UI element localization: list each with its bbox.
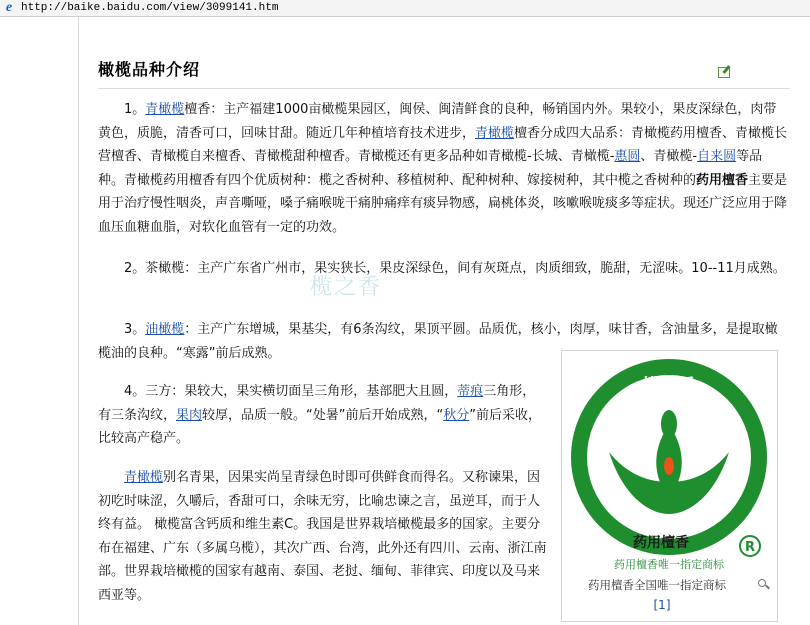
paragraph-2: 2。茶橄榄：主产广东省广州市，果实狭长，果皮深绿色，间有灰斑点，肉质细致，脆甜，无涩味。10--11月成熟。 (124, 261, 786, 276)
p1-bold-term: 药用檀香 (696, 172, 749, 188)
link-ziaiyuan[interactable]: 自来圆 (697, 149, 737, 164)
p3-text-2: ：主产广东增城，果基尖，有6条沟纹，果顶平圆。品质优，核小，肉厚，味甘香，含油量多，是提取橄榄油的良种。“寒露”前后成熟。 (98, 322, 778, 361)
paragraph-1 (98, 98, 788, 239)
p4-text-4: ”前后采收，比较高产稳产。 (98, 407, 542, 446)
link-qinggan-3[interactable]: 青橄榄 (124, 470, 164, 485)
link-qinggan[interactable]: 青橄榄 (145, 102, 185, 117)
registered-mark: R (744, 540, 756, 555)
url-text[interactable]: http://baike.baidu.com/view/3099141.htm (21, 2, 279, 14)
logo-slogan: 药用檀香唯一指定商标 (614, 558, 724, 571)
p3-text-1: 3。 (124, 322, 146, 337)
title-divider (98, 88, 790, 89)
left-divider (78, 17, 79, 625)
link-qinggan-2[interactable]: 青橄榄 (475, 125, 515, 141)
link-dihen[interactable]: 蒂痕 (457, 384, 484, 399)
p1-text-5: 等品种。青橄榄药用檀香有四个优质树种：榄之香树种、移植树种、配种树种、嫁接树种，其中榄之香树种的 (98, 149, 763, 188)
logo-bottom-text: 药用檀香 (633, 535, 689, 551)
p4-text-1: 4。三方：果较大，果实横切面呈三角形，基部肥大且圆， (124, 384, 458, 399)
browser-icon: e (5, 0, 13, 15)
watermark-text: 榄之香 (310, 275, 383, 300)
logo-top-text: 榄之香 (642, 376, 696, 397)
paragraph-4 (98, 380, 543, 451)
p1-text-2: 檀香：主产福建1000亩橄榄果园区，闽侯、闽清鲜食的良种，畅销国内外。果较小，果皮深绿色，肉带黄色，质脆，清香可口，回味甘甜。随近几年种植培育技术进步， (98, 102, 777, 141)
link-youganlan[interactable]: 油橄榄 (145, 322, 185, 337)
p1-text-6: 主要是用于治疗慢性咽炎，声音嘶哑，嗓子痛喉咙干痛肿痛痒有痰异物感，扁桃体炎，咳嗽喉咙痰多等症状。现还广泛应用于降血压血糖血脂，对软化血管有一定的功效。 (98, 172, 788, 235)
p4-text-3: 较厚，品质一般。“处暑”前后开始成熟，“ (202, 407, 444, 423)
magnifier-icon[interactable] (758, 579, 766, 587)
p1-text-3: 檀香分成四大品系：青橄榄药用檀香、青橄榄长营檀香、青橄榄自来檀香、青橄榄甜种檀香。青橄榄还有更多品种如青橄榄-长城、青橄榄- (98, 125, 788, 164)
link-guorou[interactable]: 果肉 (176, 407, 203, 423)
p4-text-2: 三角形，有三条沟纹， (98, 384, 536, 423)
image-caption: 药用檀香全国唯一指定商标 (588, 578, 726, 592)
link-qiufen[interactable]: 秋分 (443, 407, 470, 423)
reference-link[interactable]: [1] (653, 598, 671, 612)
paragraph-5 (98, 466, 551, 607)
p5-text-1: 别名青果，因果实尚呈青绿色时即可供鲜食而得名。又称谏果，因初吃时味涩，久嚼后，香甜可口，余味无穷，比喻忠谏之言，虽逆耳，而于人终有益。 橄榄富含钙质和维生素C。我国是世界栽培橄榄最多的国家。主要分布在福建、广东（多属乌榄），其次广西、台湾，此外还有四川、云南、浙江南部。世界栽培橄榄的国家有越南、泰国、老挝、缅甸、菲律宾、印度以及马来西亚等。 (98, 470, 547, 603)
address-bar[interactable] (0, 0, 810, 17)
image-box[interactable] (561, 350, 778, 622)
article-title: 橄榄品种介绍 (98, 60, 201, 79)
edit-icon[interactable] (718, 67, 730, 78)
link-huiyuan[interactable]: 惠圆 (614, 149, 641, 164)
p1-text-4: 、青橄榄- (640, 149, 698, 164)
p1-text-1: 1。 (124, 102, 146, 117)
trademark-logo[interactable] (565, 354, 773, 574)
